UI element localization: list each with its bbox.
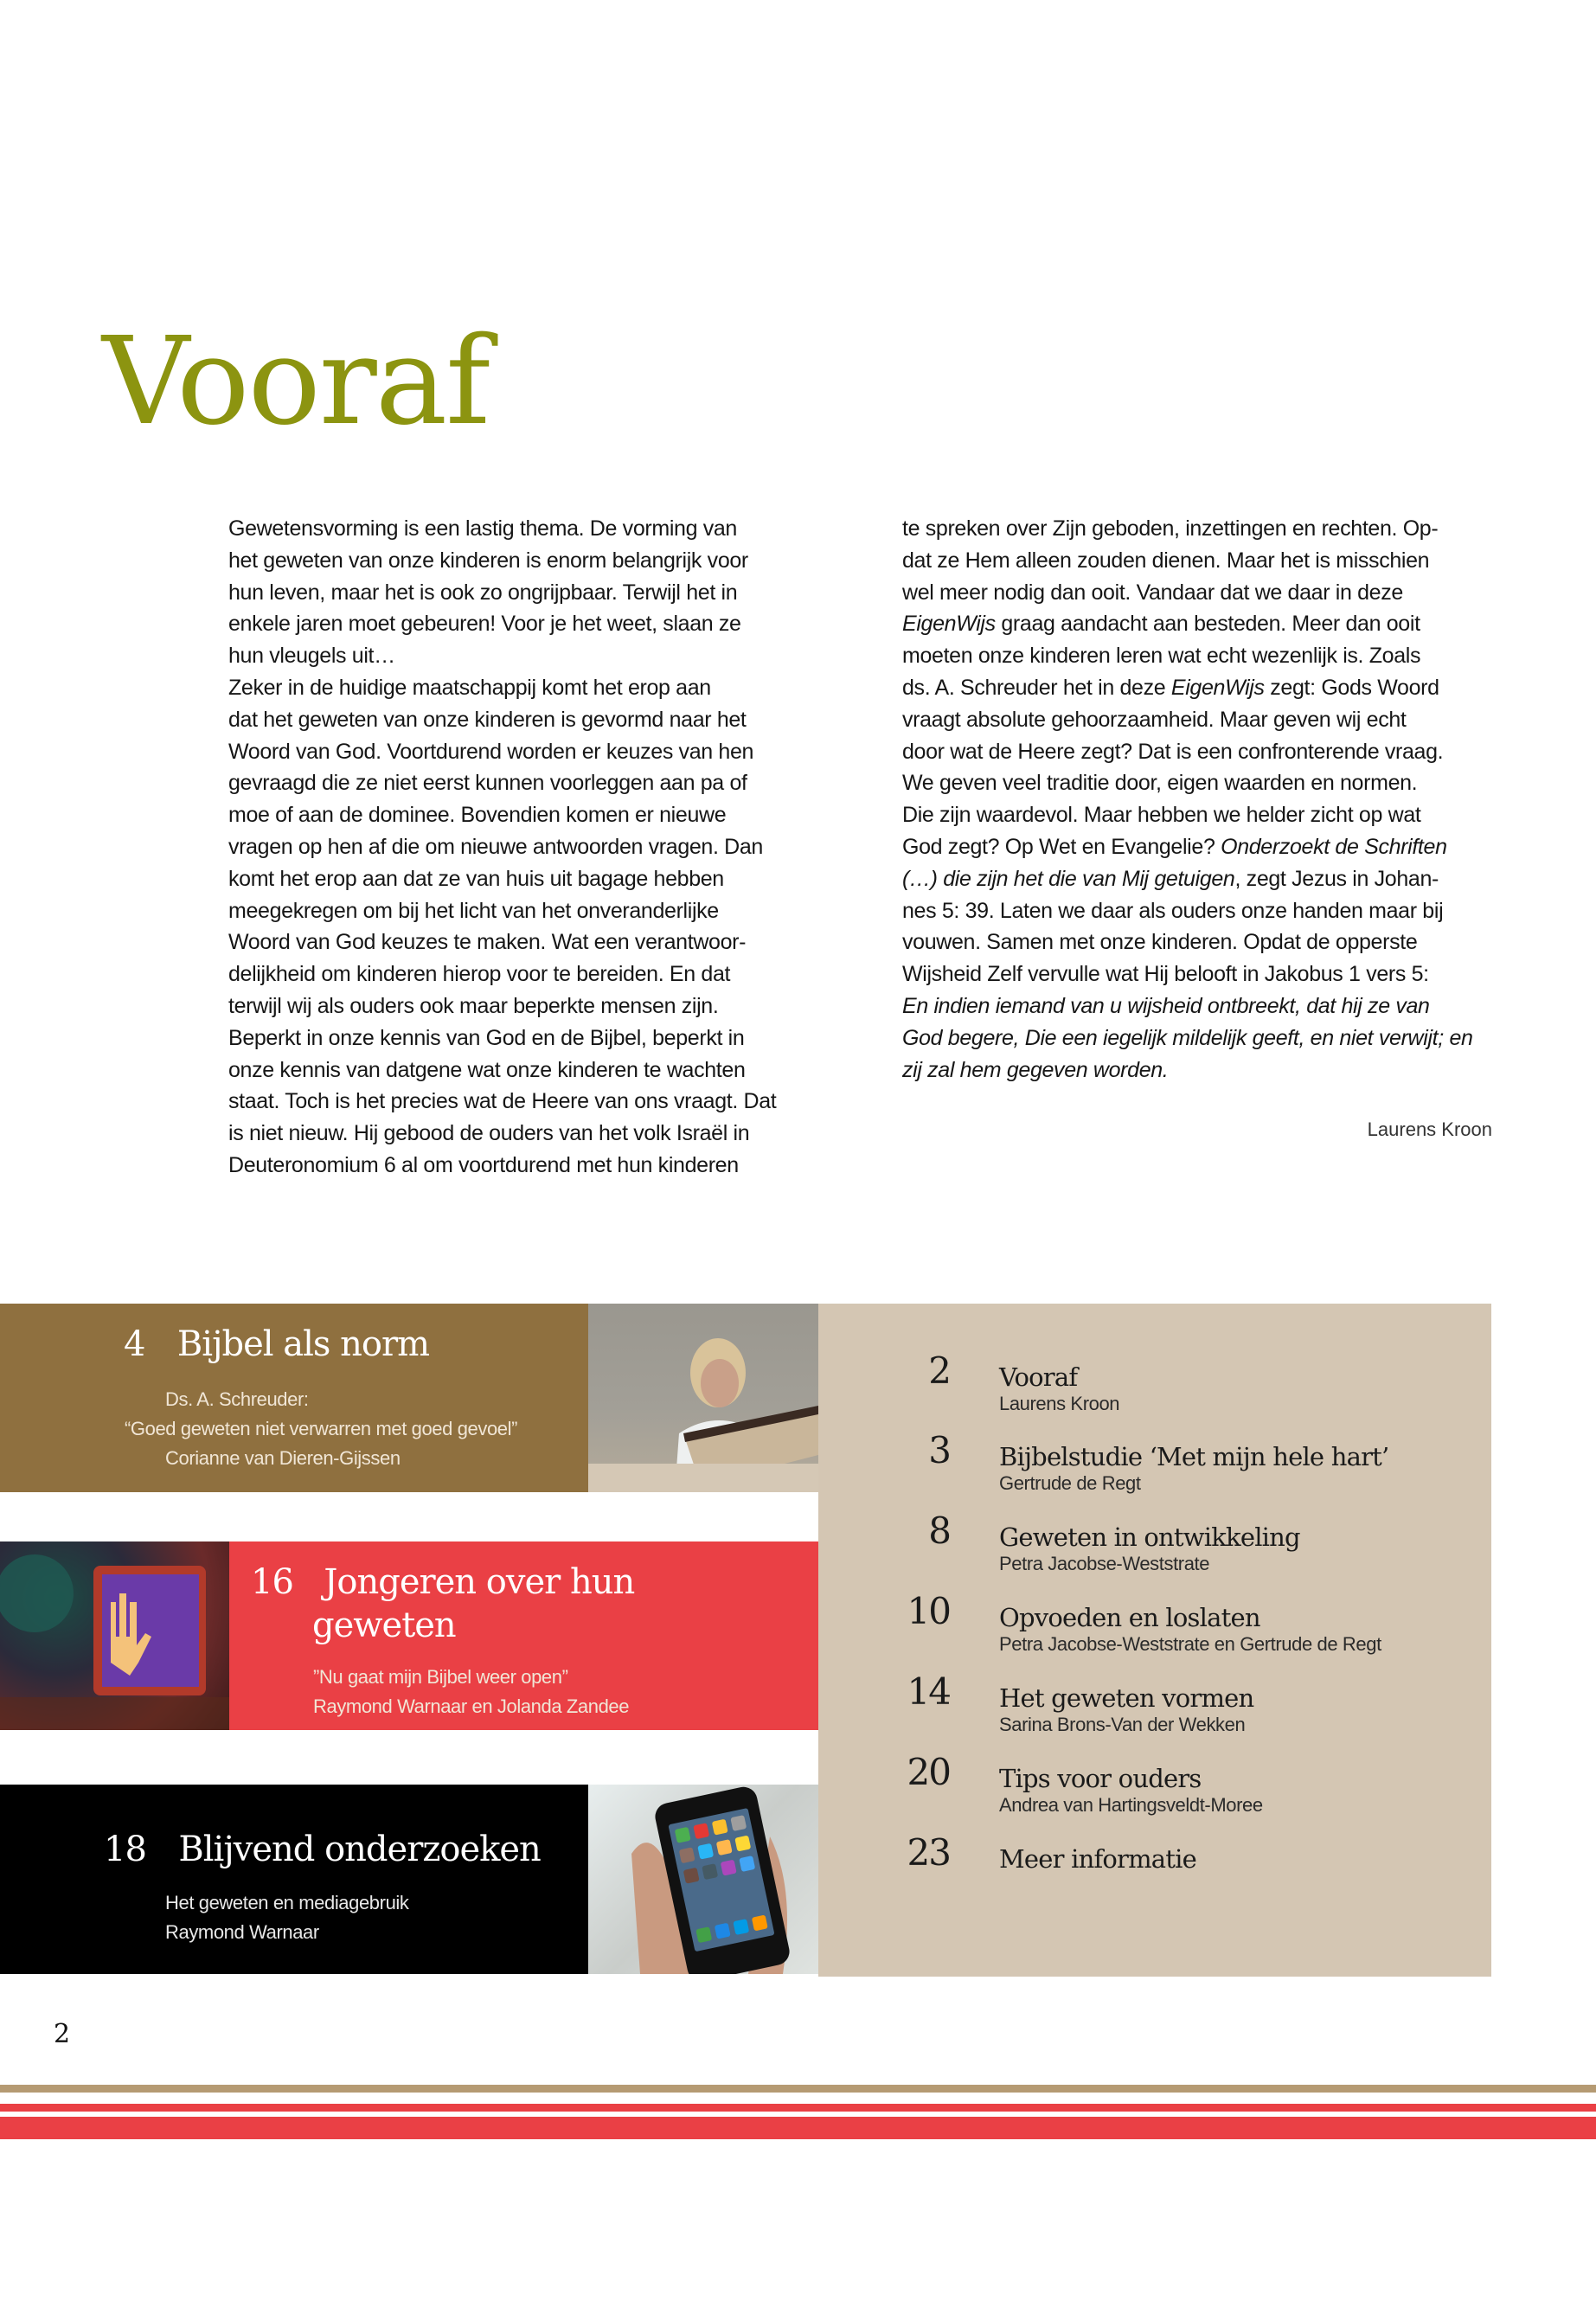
toc-title: Geweten in ontwikkeling: [999, 1522, 1300, 1552]
article-line: terwijl wij als ouders ook maar beperkte mensen zijn.: [228, 993, 719, 1018]
article-text: vraagt absolute gehoorzaamheid. Maar geven wij echt: [902, 707, 1407, 732]
article-text: door wat de Heere zegt? Dat is een confronterende vraag.: [902, 739, 1444, 764]
toc-author: Petra Jacobse-Weststrate en Gertrude de Regt: [999, 1633, 1381, 1655]
article-line: moe of aan de dominee. Bovendien komen er nieuwe: [228, 803, 727, 828]
toc-title: Het geweten vormen: [999, 1683, 1254, 1713]
woman-at-lectern-illustration: [588, 1304, 818, 1492]
article-text: wel meer nodig dan ooit. Vandaar dat we daar in deze: [902, 580, 1403, 605]
footer-stripe-tan: [0, 2085, 1596, 2093]
article-line: [902, 767, 1496, 799]
stop-hand-signal-illustration: [0, 1541, 229, 1730]
toc-entry[interactable]: [818, 1590, 1491, 1670]
article-line: [902, 672, 1496, 704]
article-line: het geweten van onze kinderen is enorm belangrijk voor: [228, 548, 748, 573]
article-text: moeten onze kinderen leren wat echt wezenlijk is. Zoals: [902, 644, 1421, 669]
article-italic-text: Onderzoekt de Schriften: [1221, 834, 1447, 859]
article-signature: Laurens Kroon: [1367, 1118, 1492, 1140]
article-text: ds. A. Schreuder het in deze: [902, 675, 1171, 700]
toc-page-number: 2: [928, 1349, 950, 1392]
article-text: te spreken over Zijn geboden, inzettingen en rechten. Op-: [902, 516, 1439, 541]
toc-entry[interactable]: [818, 1670, 1491, 1751]
article-line: delijkheid om kinderen hierop voor te bereiden. En dat: [228, 962, 731, 987]
page-title: Vooraf: [102, 311, 490, 452]
article-italic-text: (…) die zijn het die van Mij getuigen: [902, 866, 1235, 891]
article-line: staat. Toch is het precies wat de Heere van ons vraagt. Dat: [228, 1089, 777, 1114]
feature-subtitle: Het geweten en mediagebruik: [165, 1892, 409, 1913]
article-line: [902, 831, 1496, 863]
toc-page-number: 20: [907, 1751, 950, 1793]
article-italic-text: EigenWijs: [1170, 675, 1265, 700]
article-line: [902, 640, 1496, 672]
article-text: Die zijn waardevol. Maar hebben we helder zicht op wat: [902, 803, 1421, 828]
article-text: We geven veel traditie door, eigen waarden en normen.: [902, 771, 1418, 796]
feature-author: Corianne van Dieren-Gijssen: [165, 1447, 401, 1469]
footer-stripe-red-thin: [0, 2104, 1596, 2112]
article-text: nes 5: 39. Laten we daar als ouders onze handen maar bij: [902, 898, 1444, 923]
article-line: [902, 513, 1496, 545]
article-line: hun vleugels uit…: [228, 644, 395, 669]
article-line: enkele jaren moet gebeuren! Voor je het weet, slaan ze: [228, 612, 741, 637]
toc-page-number: 10: [907, 1590, 950, 1632]
article-italic-text: zij zal hem gegeven worden.: [902, 1057, 1169, 1082]
article-line: [902, 799, 1496, 831]
feature-panel-bijbel-als-norm[interactable]: [0, 1304, 588, 1492]
woman-at-lectern-photo: [588, 1304, 818, 1492]
article-text: vouwen. Samen met onze kinderen. Opdat de opperste: [902, 930, 1418, 955]
toc-entry[interactable]: [818, 1349, 1491, 1430]
article-line: Woord van God. Voortdurend worden er keuzes van hen: [228, 739, 754, 764]
article-line: komt het erop aan dat ze van huis uit bagage hebben: [228, 866, 724, 891]
feature-page-number: 4: [124, 1324, 145, 1364]
toc-page-number: 14: [907, 1670, 950, 1713]
article-text: God zegt? Op Wet en Evangelie?: [902, 834, 1221, 859]
hand-holding-smartphone-photo: [588, 1785, 818, 1974]
toc-title: Tips voor ouders: [999, 1764, 1202, 1793]
feature-subtitle: “Goed geweten niet verwarren met goed gevoel”: [125, 1418, 518, 1439]
article-text: Wijsheid Zelf vervulle wat Hij belooft in Jakobus 1 vers 5:: [902, 962, 1429, 987]
article-line: Zeker in de huidige maatschappij komt het erop aan: [228, 675, 711, 700]
feature-author: Raymond Warnaar en Jolanda Zandee: [313, 1695, 630, 1717]
toc-page-number: 3: [928, 1429, 950, 1471]
article-line: [902, 1054, 1496, 1086]
feature-heading: [251, 1561, 634, 1604]
article-column-right: [902, 513, 1496, 1086]
article-italic-text: EigenWijs: [902, 612, 996, 637]
article-line: [902, 958, 1496, 990]
feature-title: Bijbel als norm: [176, 1324, 430, 1364]
article-line: gevraagd die ze niet eerst kunnen voorleggen aan pa of: [228, 771, 747, 796]
article-line: [902, 1022, 1496, 1054]
article-line: vragen op hen af die om nieuwe antwoorden vragen. Dan: [228, 834, 763, 859]
toc-title: Vooraf: [999, 1362, 1078, 1392]
article-line: hun leven, maar het is ook zo ongrijpbaar. Terwijl het in: [228, 580, 738, 605]
feature-title-continued: geweten: [312, 1606, 456, 1645]
article-line: [902, 545, 1496, 577]
article-italic-text: En indien iemand van u wijsheid ontbreekt, dat hij ze van: [902, 993, 1430, 1018]
article-line: [902, 863, 1496, 895]
toc-author: Sarina Brons-Van der Wekken: [999, 1714, 1246, 1735]
toc-entry[interactable]: [818, 1831, 1491, 1912]
feature-subtitle: Ds. A. Schreuder:: [165, 1388, 309, 1410]
toc-entry[interactable]: [818, 1753, 1491, 1831]
toc-title: Meer informatie: [999, 1844, 1196, 1874]
article-line: onze kennis van datgene wat onze kinderen te wachten: [228, 1057, 746, 1082]
smartphone-illustration: [588, 1785, 818, 1974]
pedestrian-stop-hand-signal-photo: [0, 1541, 229, 1730]
feature-panel-blijvend-onderzoeken[interactable]: [0, 1785, 588, 1974]
article-text: zegt: Gods Woord: [1264, 675, 1439, 700]
article-line: [902, 704, 1496, 736]
article-text: dat ze Hem alleen zouden dienen. Maar het is misschien: [902, 548, 1430, 573]
toc-entry[interactable]: [818, 1509, 1491, 1590]
article-text: graag aandacht aan besteden. Meer dan ooit: [995, 612, 1420, 637]
article-line: [902, 926, 1496, 958]
feature-heading: [124, 1323, 429, 1366]
toc-author: Laurens Kroon: [999, 1393, 1120, 1414]
article-line: dat het geweten van onze kinderen is gevormd naar het: [228, 707, 747, 732]
article-line: [902, 577, 1496, 609]
article-line: [902, 736, 1496, 768]
toc-author: Gertrude de Regt: [999, 1472, 1141, 1494]
article-line: Gewetensvorming is een lastig thema. De vorming van: [228, 516, 737, 541]
article-line: Woord van God keuzes te maken. Wat een verantwoor-: [228, 930, 747, 955]
article-text: , zegt Jezus in Johan-: [1234, 866, 1439, 891]
feature-page-number: 16: [251, 1562, 293, 1602]
feature-heading: [104, 1828, 541, 1871]
toc-entry[interactable]: [818, 1429, 1491, 1509]
feature-subtitle: ”Nu gaat mijn Bijbel weer open”: [313, 1666, 568, 1688]
toc-page-number: 8: [928, 1509, 950, 1552]
toc-title: Bijbelstudie ‘Met mijn hele hart’: [999, 1442, 1389, 1471]
toc-title: Opvoeden en loslaten: [999, 1603, 1260, 1632]
feature-page-number: 18: [104, 1830, 146, 1869]
article-line: meegekregen om bij het licht van het onveranderlijke: [228, 898, 719, 923]
article-italic-text: God begere, Die een iegelijk mildelijk geeft, en niet verwijt; en: [902, 1025, 1473, 1050]
toc-author: Andrea van Hartingsveldt-Moree: [999, 1794, 1263, 1816]
toc-author: Petra Jacobse-Weststrate: [999, 1553, 1210, 1574]
footer-stripe-red-thick: [0, 2117, 1596, 2139]
article-line: Beperkt in onze kennis van God en de Bijbel, beperkt in: [228, 1025, 745, 1050]
article-line: [902, 990, 1496, 1022]
article-line: Deuteronomium 6 al om voortdurend met hun kinderen: [228, 1152, 739, 1177]
article-line: [902, 895, 1496, 927]
feature-author: Raymond Warnaar: [165, 1921, 319, 1943]
article-line: is niet nieuw. Hij gebood de ouders van het volk Israël in: [228, 1121, 750, 1146]
feature-panel-jongeren-over-hun-geweten[interactable]: [229, 1541, 818, 1730]
article-line: [902, 608, 1496, 640]
feature-title: Jongeren over hun: [324, 1562, 635, 1602]
toc-page-number: 23: [907, 1831, 950, 1874]
page-number: 2: [54, 2019, 71, 2049]
feature-title: Blijvend onderzoeken: [178, 1830, 541, 1869]
table-of-contents: [818, 1304, 1491, 1977]
article-column-left: [228, 513, 825, 1182]
